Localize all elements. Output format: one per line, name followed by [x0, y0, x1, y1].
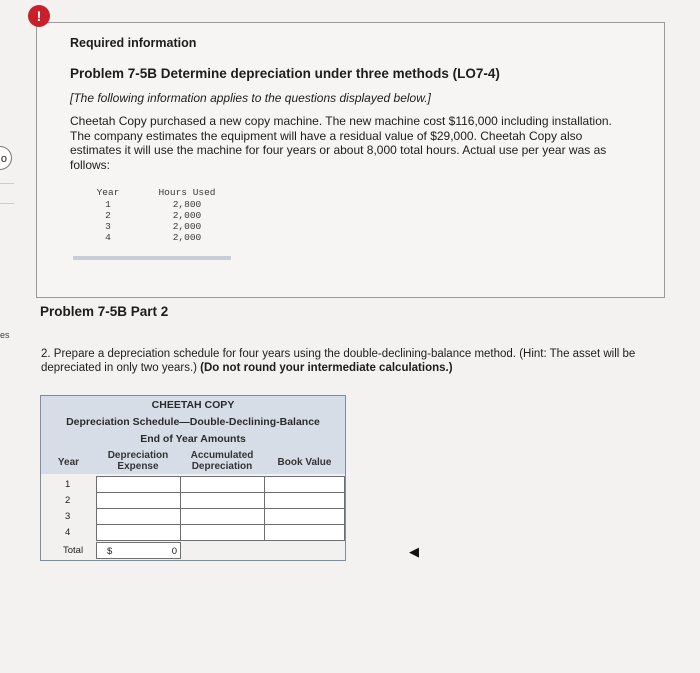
hours-table-header [73, 186, 231, 199]
side-nav-badge[interactable]: o [0, 146, 12, 170]
year-cell: 3 [105, 221, 111, 232]
table-row [73, 210, 231, 221]
depreciation-schedule [40, 395, 346, 561]
accumulated-depreciation-input[interactable] [180, 492, 265, 509]
accumulated-depreciation-input[interactable] [180, 476, 265, 493]
year-label: 4 [41, 524, 96, 541]
year-label: 3 [41, 508, 96, 525]
total-depreciation-field[interactable] [96, 542, 181, 559]
schedule-subtitle: Depreciation Schedule—Double-Declining-Balance [66, 416, 320, 428]
table-row [73, 199, 231, 210]
depreciation-expense-input[interactable] [96, 508, 181, 525]
table-scroll-bar[interactable] [73, 256, 231, 260]
col-accumulated-depreciation: Accumulated Depreciation [180, 451, 264, 474]
currency-symbol: $ [107, 546, 113, 557]
total-label: Total [63, 545, 84, 556]
schedule-period: End of Year Amounts [140, 433, 246, 445]
depreciation-expense-input[interactable] [96, 524, 181, 541]
side-divider [0, 203, 14, 204]
hours-header: Hours Used [158, 187, 216, 198]
year-label: 2 [41, 492, 96, 509]
question-instruction: (Do not round your intermediate calculations.) [200, 361, 453, 374]
question-text [41, 348, 671, 375]
accumulated-depreciation-input[interactable] [180, 508, 265, 525]
year-cell: 1 [105, 199, 111, 210]
company-name: CHEETAH COPY [151, 399, 235, 411]
problem-paragraph: Cheetah Copy purchased a new copy machine. The new machine cost $116,000 including installation. The company estimates the equipment will have a residual value of $29,000. Cheetah Copy also estimates it will use the machine for four years or about 8,000 total hours. Actual use per year was as follows: [70, 114, 612, 172]
hours-cell: 2,000 [172, 221, 202, 232]
table-row [73, 232, 231, 243]
col-depreciation-expense: Depreciation Expense [96, 451, 180, 474]
accumulated-depreciation-input[interactable] [180, 524, 265, 541]
book-value-input[interactable] [264, 524, 345, 541]
depreciation-expense-input[interactable] [96, 492, 181, 509]
info-note: [The following information applies to the questions displayed below.] [70, 91, 431, 105]
year-cell: 4 [105, 232, 111, 243]
mouse-cursor-icon: ◀ [409, 544, 419, 559]
hours-cell: 2,000 [172, 210, 202, 221]
schedule-header [41, 396, 345, 451]
book-value-input[interactable] [264, 492, 345, 509]
side-nav-label[interactable]: es [0, 330, 10, 340]
alert-icon: ! [28, 5, 50, 27]
part-title: Problem 7-5B Part 2 [40, 304, 169, 319]
book-value-input[interactable] [264, 476, 345, 493]
col-year: Year [41, 451, 96, 474]
required-info-heading: Required information [70, 36, 197, 50]
depreciation-expense-input[interactable] [96, 476, 181, 493]
total-depreciation-value: 0 [171, 546, 177, 557]
year-header: Year [96, 187, 120, 198]
book-value-input[interactable] [264, 508, 345, 525]
problem-title: Problem 7-5B Determine depreciation under three methods (LO7-4) [70, 66, 500, 81]
hours-cell: 2,000 [172, 232, 202, 243]
year-cell: 2 [105, 210, 111, 221]
col-book-value: Book Value [264, 451, 345, 474]
question-body: 2. Prepare a depreciation schedule for four years using the double-declining-balance method. (Hint: The asset will be depreciated in only two years.) [41, 348, 636, 374]
hours-cell: 2,800 [172, 199, 202, 210]
year-label: 1 [41, 476, 96, 493]
side-divider [0, 183, 14, 184]
table-row [73, 221, 231, 232]
hours-used-table [73, 186, 231, 243]
